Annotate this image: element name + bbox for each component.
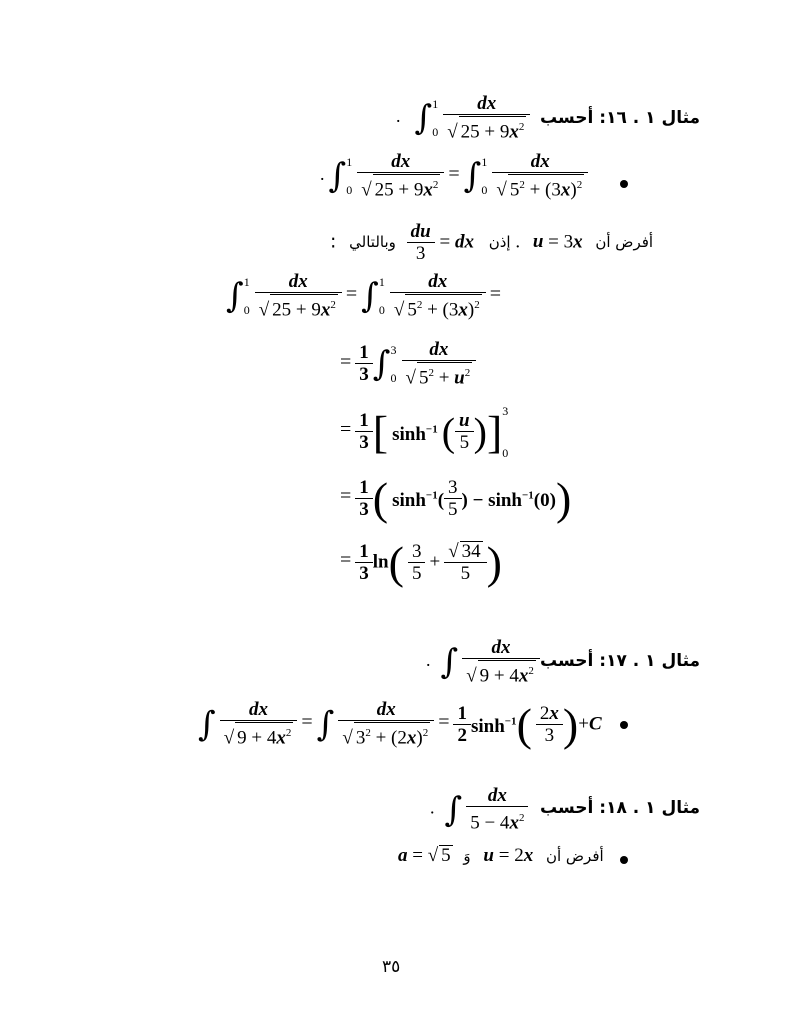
example-16-label: مثال ١ . ١٦	[606, 108, 701, 128]
ex16-derivation-line-3: = $\frac{1}{3}$ [ $\sinh^{-1}$ ( $\frac{u}{5}$ )]3 0	[340, 404, 509, 460]
example-17-integral: . ∫ $\frac{dx}{√ 9 + 4x^2}$	[426, 638, 540, 686]
bullet-1	[620, 175, 628, 193]
bullet-3	[620, 851, 628, 869]
example-17-label: مثال ١ . ١٧	[606, 651, 701, 671]
ex16-substitution: : وبالتالي $\frac{du}{3}$ = dx إذن . u = 3x أفرض أن	[330, 221, 654, 264]
ex17-solution: ∫ $\frac{dx}{√ 9 + 4x^2}$ = ∫ $\frac{dx}{√ 3^2 + (2x)^2}$ = $\frac{1}{2}$ $\sinh^{-1}$( $\frac{2x}{3}$ )+C	[198, 699, 602, 750]
example-18-label: مثال ١ . ١٨	[606, 798, 701, 818]
example-17-verb: : أحسب	[540, 651, 607, 671]
ex16-derivation-line-1: ∫1 0 $\frac{dx}{√ 25 + 9x^2}$ = ∫1 0 $\frac{dx}{√ 5^2 + (3x)^2}$ =	[226, 271, 501, 321]
example-18-verb: : أحسب	[540, 798, 607, 818]
example-16-heading	[540, 108, 700, 128]
example-16-verb: : أحسب	[540, 108, 607, 128]
example-17-heading	[540, 651, 700, 671]
bullet-2	[620, 716, 628, 734]
ex16-derivation-line-5: = $\frac{1}{3}$ ln( $\frac{3}{5}$ + $\frac{√ 34}{5}$ )	[340, 537, 502, 588]
ex16-derivation-line-2: = $\frac{1}{3}$ ∫3 0 $\frac{dx}{√ 5^2 + u^2}$	[340, 340, 476, 388]
example-16-integral: . ∫1 0 $\frac{dx}{√ 25 + 9x^2}$	[396, 94, 530, 142]
ex16-step-1: . ∫1 0 $\frac{dx}{√ 25 + 9x^2}$ = ∫1 0 $\frac{dx}{√ 5^2 + (3x)^2}$	[320, 152, 588, 200]
ex18-substitution: a = √ 5 وَ u = 2x أفرض أن	[398, 845, 604, 866]
example-18-heading	[540, 798, 700, 818]
ex16-derivation-line-4: = $\frac{1}{3}$ ( $\sinh^{-1}$( $\frac{3}{5}$ ) − $\sinh^{-1}(0)$)	[340, 473, 572, 524]
example-18-integral: . ∫ $\frac{dx}{5 - 4x^2}$	[430, 786, 528, 833]
page-number: ٣٥	[382, 957, 401, 977]
